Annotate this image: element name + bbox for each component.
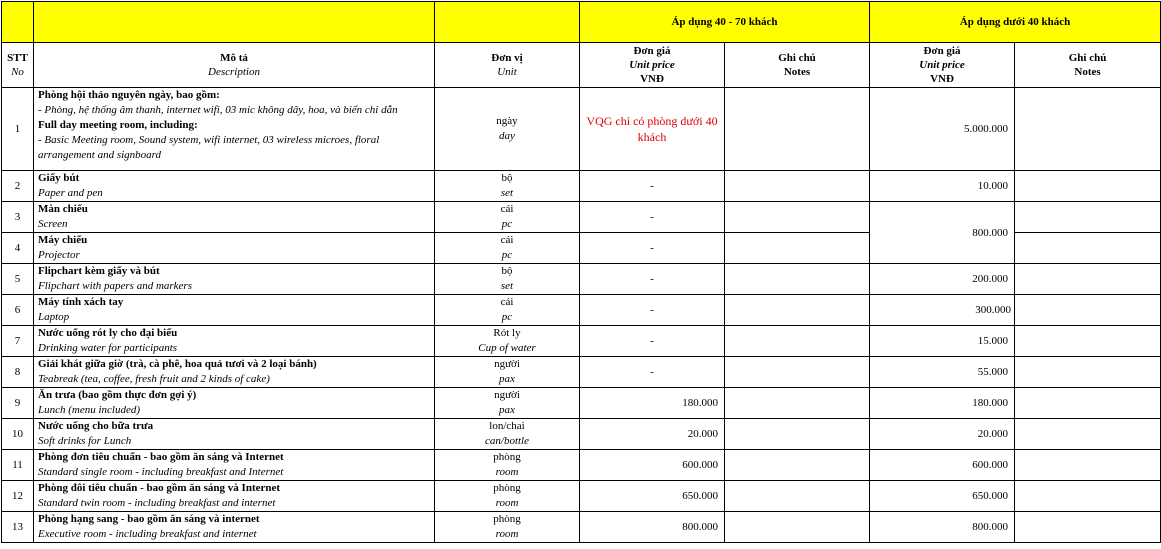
price-under-40: 5.000.000	[870, 88, 1015, 171]
stt-label-vi: STT	[7, 52, 28, 64]
unit-vi: lon/chai	[489, 420, 525, 432]
row-description	[34, 295, 435, 326]
price-a-currency: VNĐ	[640, 73, 664, 85]
description-vi: Phòng đơn tiêu chuẩn - bao gồm ăn sáng và Internet	[38, 451, 284, 463]
description-vi: Màn chiếu	[38, 203, 88, 215]
price-40-70: -	[580, 295, 725, 326]
row-description	[34, 450, 435, 481]
notes-40-70	[725, 295, 870, 326]
group-header-row	[2, 2, 1161, 43]
row-description	[34, 264, 435, 295]
notes-40-70	[725, 264, 870, 295]
unit-en: pc	[501, 218, 513, 230]
row-unit	[435, 264, 580, 295]
notes-40-70	[725, 357, 870, 388]
unit-en: pc	[501, 311, 513, 323]
row-unit	[435, 419, 580, 450]
description-en: Executive room - including breakfast and internet	[38, 528, 257, 540]
row-number: 3	[2, 202, 34, 233]
notes-under-40	[1015, 450, 1161, 481]
col-header-price-a	[580, 43, 725, 88]
notes-under-40	[1015, 233, 1161, 264]
col-header-price-b	[870, 43, 1015, 88]
unit-label-vi: Đơn vị	[491, 52, 523, 64]
price-40-70: -	[580, 326, 725, 357]
table-row	[2, 202, 1161, 233]
table-row	[2, 295, 1161, 326]
table-row	[2, 450, 1161, 481]
unit-en: set	[500, 187, 514, 199]
description-vi: Giấy bút	[38, 172, 80, 184]
price-under-40: 15.000	[870, 326, 1015, 357]
description-vi-detail: - Phòng, hệ thống âm thanh, internet wifi, 03 mic không dây, hoa, và biển chỉ dẫn	[38, 104, 398, 116]
notes-40-70	[725, 326, 870, 357]
price-a-label-en: Unit price	[629, 59, 675, 71]
description-en: Paper and pen	[38, 187, 103, 199]
col-header-unit	[435, 43, 580, 88]
table-row	[2, 88, 1161, 171]
description-en: Flipchart with papers and markers	[38, 280, 192, 292]
description-en: Standard single room - including breakfast and Internet	[38, 466, 284, 478]
unit-en: room	[495, 497, 519, 509]
table-row	[2, 419, 1161, 450]
col-header-description	[34, 43, 435, 88]
row-unit	[435, 171, 580, 202]
notes-40-70	[725, 388, 870, 419]
description-vi: Giải khát giữa giờ (trà, cà phê, hoa quả tươi và 2 loại bánh)	[38, 358, 317, 370]
description-vi: Máy tính xách tay	[38, 296, 124, 308]
row-unit	[435, 202, 580, 233]
group-header-under-40: Áp dụng dưới 40 khách	[870, 2, 1161, 43]
price-under-40: 10.000	[870, 171, 1015, 202]
row-description	[34, 357, 435, 388]
row-number: 12	[2, 481, 34, 512]
price-table	[1, 1, 1161, 543]
notes-under-40	[1015, 202, 1161, 233]
description-en: Standard twin room - including breakfast and internet	[38, 497, 276, 509]
notes-under-40	[1015, 326, 1161, 357]
notes-40-70	[725, 233, 870, 264]
row-description	[34, 171, 435, 202]
price-under-40: 800.000	[870, 512, 1015, 543]
unit-en: room	[495, 466, 519, 478]
unit-vi: cái	[500, 296, 514, 308]
description-vi: Ăn trưa (bao gồm thực đơn gợi ý)	[38, 389, 197, 401]
notes-40-70	[725, 419, 870, 450]
unit-vi: bộ	[501, 172, 513, 184]
row-unit	[435, 88, 580, 171]
table-row	[2, 512, 1161, 543]
unit-vi: bộ	[501, 265, 513, 277]
description-en: Projector	[38, 249, 80, 261]
description-vi: Phòng hạng sang - bao gồm ăn sáng và internet	[38, 513, 260, 525]
price-b-currency: VNĐ	[930, 73, 954, 85]
price-under-40: 300.000	[870, 295, 1015, 326]
price-40-70: -	[580, 202, 725, 233]
row-unit	[435, 512, 580, 543]
price-40-70: 600.000	[580, 450, 725, 481]
row-number: 7	[2, 326, 34, 357]
notes-40-70	[725, 171, 870, 202]
table-row	[2, 326, 1161, 357]
notes-b-label-vi: Ghi chú	[1068, 52, 1107, 64]
notes-40-70	[725, 512, 870, 543]
table-row	[2, 357, 1161, 388]
row-number: 6	[2, 295, 34, 326]
row-description	[34, 419, 435, 450]
price-40-70: 650.000	[580, 481, 725, 512]
unit-en: can/bottle	[485, 435, 529, 447]
price-b-label-en: Unit price	[919, 59, 965, 71]
notes-under-40	[1015, 481, 1161, 512]
description-vi: Nước uống cho bữa trưa	[38, 420, 154, 432]
unit-vi: Rót ly	[493, 327, 521, 339]
unit-label-en: Unit	[497, 66, 517, 78]
unit-vi: phòng	[493, 513, 521, 525]
notes-a-label-en: Notes	[783, 66, 811, 78]
row-description	[34, 233, 435, 264]
notes-40-70	[725, 202, 870, 233]
unit-en: day	[499, 130, 515, 142]
price-under-40: 200.000	[870, 264, 1015, 295]
notes-under-40	[1015, 264, 1161, 295]
row-number: 1	[2, 88, 34, 171]
unit-vi: phòng	[493, 482, 521, 494]
unit-en: Cup of water	[478, 342, 536, 354]
description-en: Drinking water for participants	[38, 342, 178, 354]
price-40-70: 180.000	[580, 388, 725, 419]
row-number: 8	[2, 357, 34, 388]
price-40-70: -	[580, 171, 725, 202]
description-en: Laptop	[38, 311, 70, 323]
row-number: 11	[2, 450, 34, 481]
row-description	[34, 481, 435, 512]
price-under-40: 800.000	[870, 202, 1015, 264]
notes-under-40	[1015, 295, 1161, 326]
unit-vi: cái	[500, 203, 514, 215]
row-unit	[435, 357, 580, 388]
row-unit	[435, 481, 580, 512]
row-description	[34, 88, 435, 171]
unit-vi: cái	[500, 234, 514, 246]
price-under-40: 650.000	[870, 481, 1015, 512]
header-blank-unit	[435, 2, 580, 43]
description-en: Soft drinks for Lunch	[38, 435, 132, 447]
table-row	[2, 388, 1161, 419]
notes-under-40	[1015, 512, 1161, 543]
row-unit	[435, 295, 580, 326]
table-row	[2, 264, 1161, 295]
unit-vi: người	[494, 389, 520, 401]
notes-under-40	[1015, 419, 1161, 450]
description-en: Lunch (menu included)	[38, 404, 141, 416]
description-vi: Phòng hội thảo nguyên ngày, bao gồm:	[38, 89, 220, 101]
unit-en: set	[500, 280, 514, 292]
price-a-label-vi: Đơn giá	[633, 45, 671, 57]
unit-vi: ngày	[496, 115, 518, 127]
notes-40-70	[725, 481, 870, 512]
description-vi: Máy chiếu	[38, 234, 88, 246]
unit-en: room	[495, 528, 519, 540]
description-vi: Phòng đôi tiêu chuẩn - bao gồm ăn sáng và Internet	[38, 482, 281, 494]
price-40-70: -	[580, 264, 725, 295]
unit-vi: người	[494, 358, 520, 370]
row-description	[34, 512, 435, 543]
description-vi: Flipchart kèm giấy và bút	[38, 265, 160, 277]
price-40-70: 800.000	[580, 512, 725, 543]
row-unit	[435, 326, 580, 357]
description-en: Teabreak (tea, coffee, fresh fruit and 2 kinds of cake)	[38, 373, 270, 385]
notes-40-70	[725, 450, 870, 481]
row-number: 9	[2, 388, 34, 419]
row-number: 10	[2, 419, 34, 450]
header-blank-desc	[34, 2, 435, 43]
notes-under-40	[1015, 388, 1161, 419]
group-header-40-70: Áp dụng 40 - 70 khách	[580, 2, 870, 43]
price-under-40: 55.000	[870, 357, 1015, 388]
row-description	[34, 202, 435, 233]
notes-b-label-en: Notes	[1074, 66, 1101, 78]
stt-label-en: No	[11, 66, 24, 78]
unit-en: pax	[499, 373, 515, 385]
price-under-40: 180.000	[870, 388, 1015, 419]
row-description	[34, 388, 435, 419]
notes-under-40	[1015, 88, 1161, 171]
price-40-70: -	[580, 233, 725, 264]
row-number: 13	[2, 512, 34, 543]
price-40-70: VQG chỉ có phòng dưới 40 khách	[580, 88, 725, 171]
table-row	[2, 481, 1161, 512]
col-header-stt	[2, 43, 34, 88]
price-under-40: 20.000	[870, 419, 1015, 450]
description-en: Screen	[38, 218, 68, 230]
description-vi: Nước uống rót ly cho đại biểu	[38, 327, 178, 339]
description-en-title: Full day meeting room, including:	[38, 119, 198, 131]
column-header-row	[2, 43, 1161, 88]
row-number: 5	[2, 264, 34, 295]
row-unit	[435, 233, 580, 264]
row-unit	[435, 450, 580, 481]
description-en-detail: - Basic Meeting room, Sound system, wifi internet, 03 wireless microes, floral arrangement and signboard	[38, 134, 380, 161]
row-unit	[435, 388, 580, 419]
price-under-40: 600.000	[870, 450, 1015, 481]
unit-en: pc	[501, 249, 513, 261]
unit-vi: phòng	[493, 451, 521, 463]
desc-label-vi: Mô tả	[220, 52, 248, 64]
col-header-notes-b	[1015, 43, 1161, 88]
row-number: 2	[2, 171, 34, 202]
notes-under-40	[1015, 357, 1161, 388]
desc-label-en: Description	[208, 66, 260, 78]
price-b-label-vi: Đơn giá	[923, 45, 961, 57]
price-40-70: 20.000	[580, 419, 725, 450]
table-row	[2, 171, 1161, 202]
row-number: 4	[2, 233, 34, 264]
notes-under-40	[1015, 171, 1161, 202]
unit-en: pax	[499, 404, 515, 416]
header-blank-stt	[2, 2, 34, 43]
col-header-notes-a	[725, 43, 870, 88]
notes-40-70	[725, 88, 870, 171]
notes-a-label-vi: Ghi chú	[778, 52, 816, 64]
price-40-70: -	[580, 357, 725, 388]
row-description	[34, 326, 435, 357]
